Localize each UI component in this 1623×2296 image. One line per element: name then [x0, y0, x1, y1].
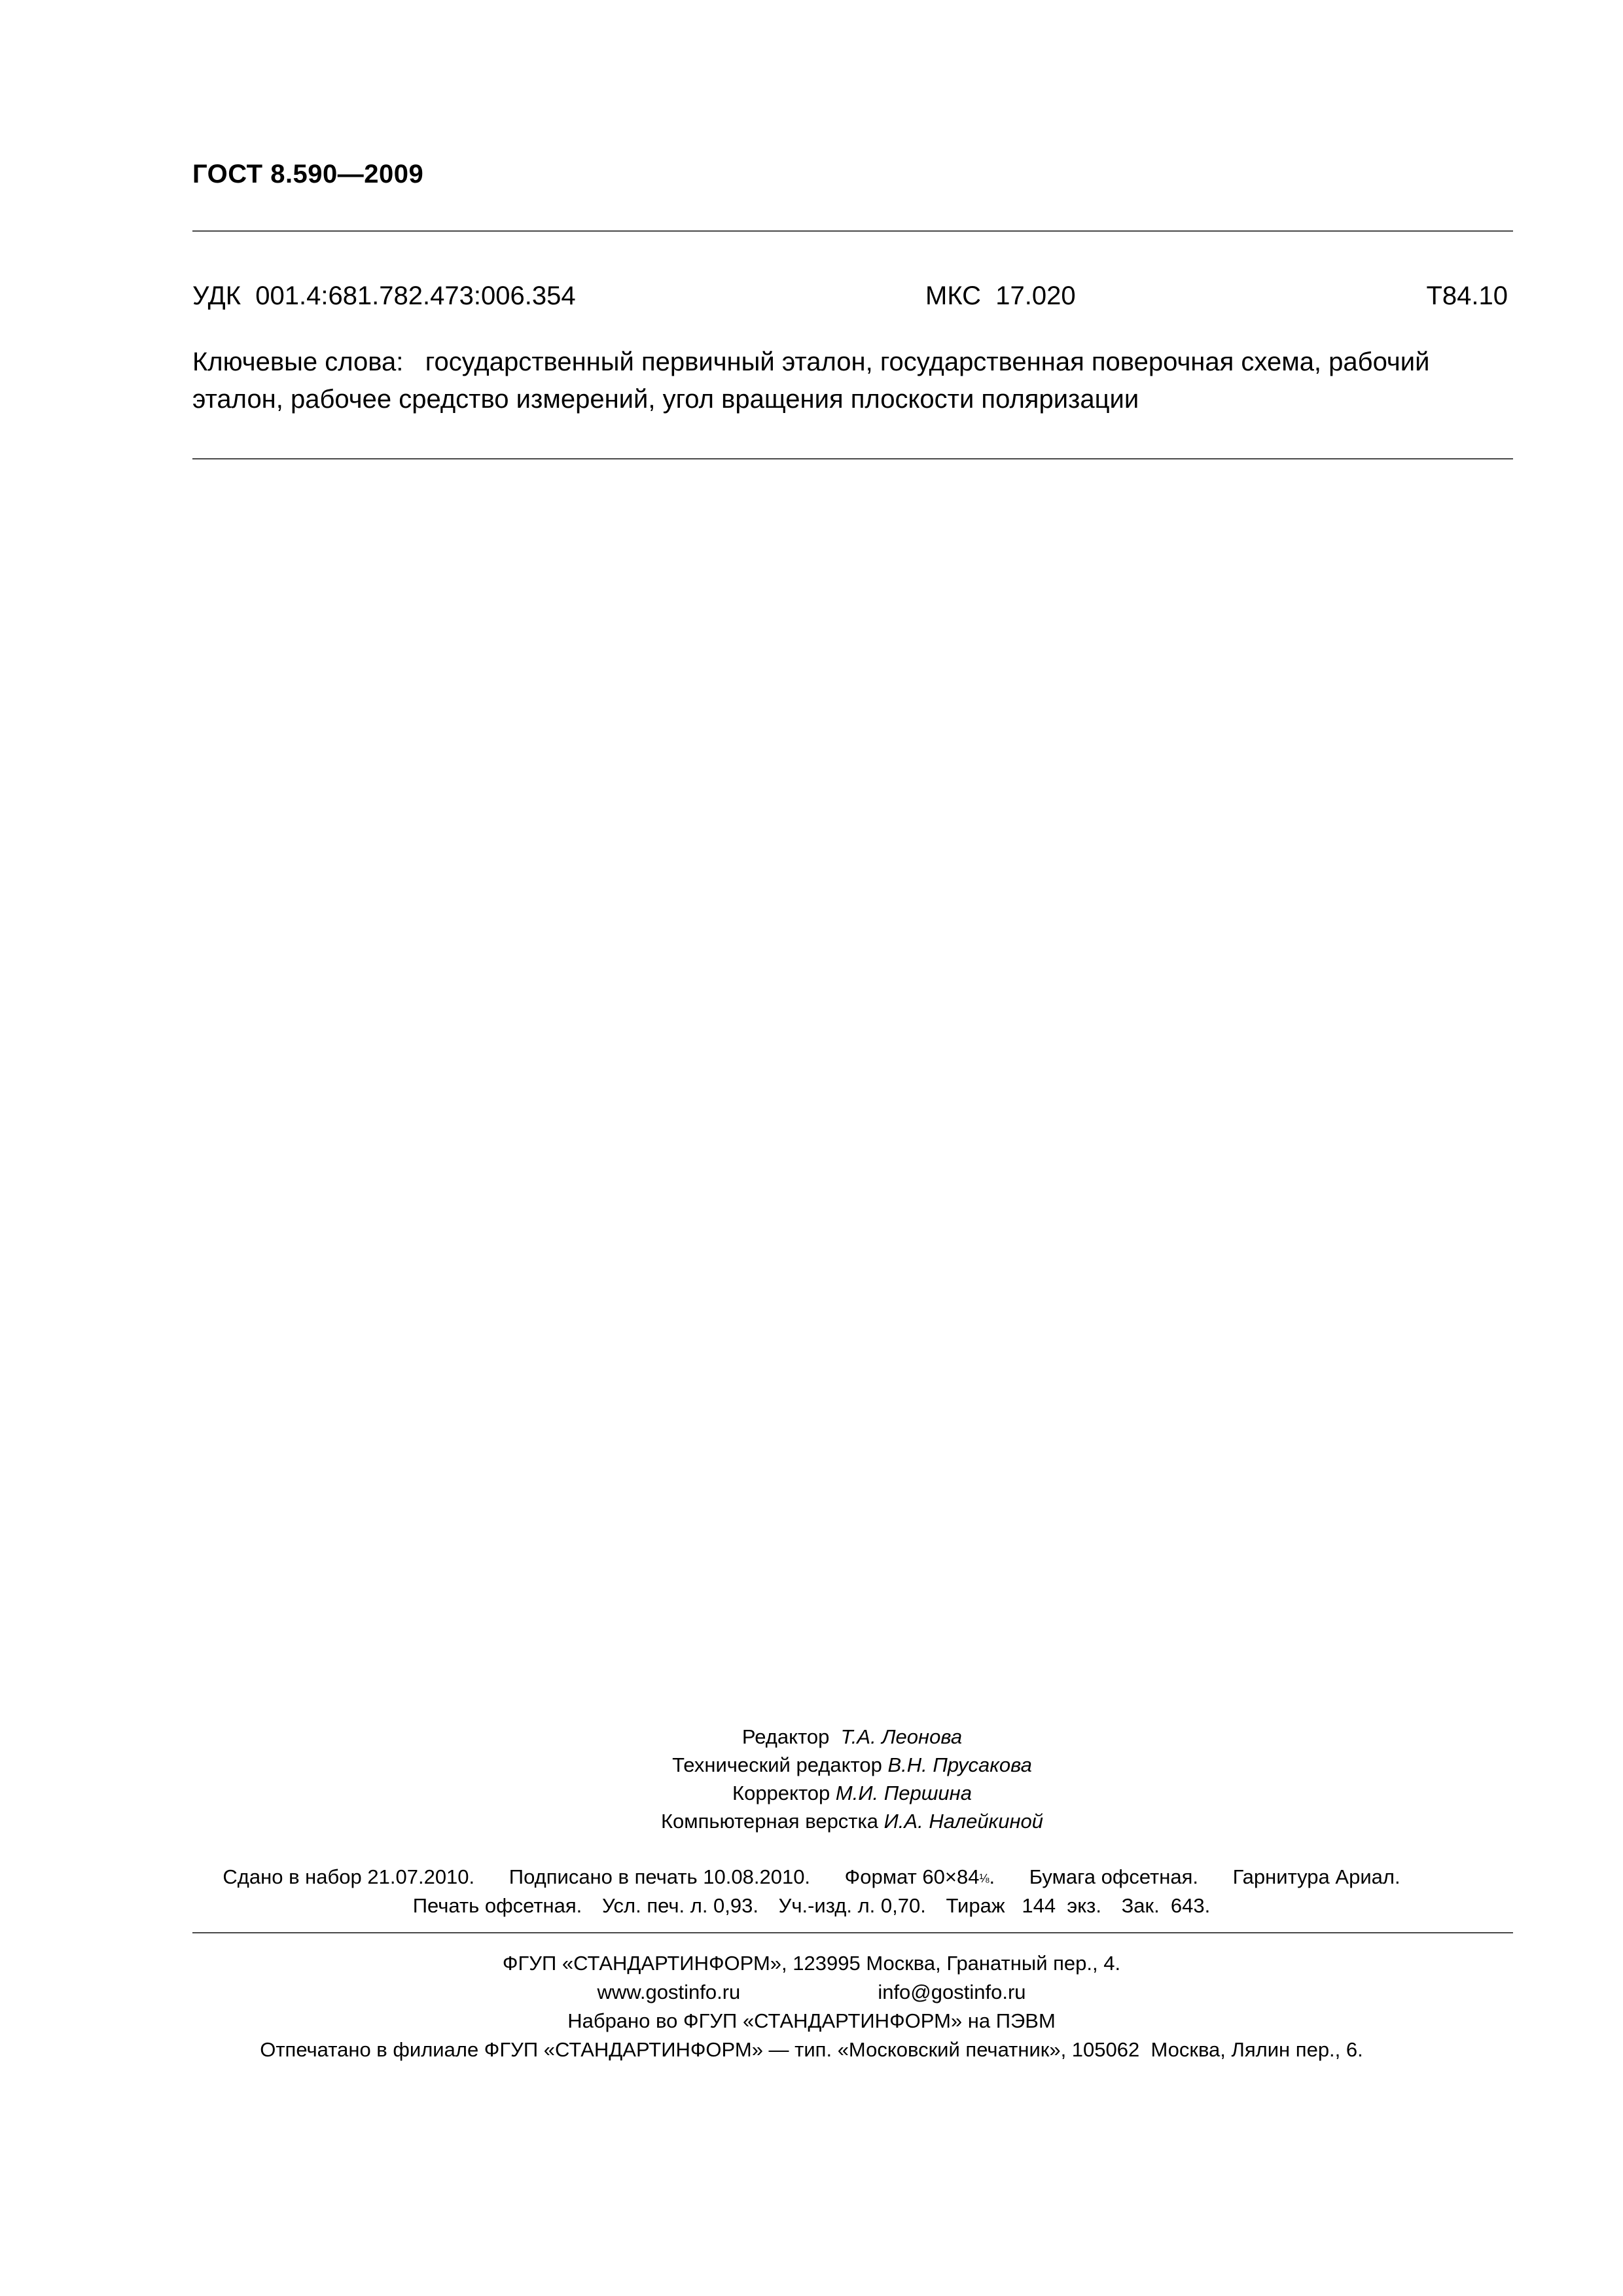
publisher-divider [192, 1932, 1513, 1933]
credit-name: Т.А. Леонова [840, 1725, 963, 1748]
credit-role: Корректор [732, 1782, 830, 1804]
typeface: Гарнитура Ариал. [1232, 1865, 1400, 1888]
submitted-date: Сдано в набор 21.07.2010. [223, 1865, 475, 1888]
classification-row [192, 281, 1513, 315]
format-fraction: ⅛ [979, 1871, 990, 1885]
publ-sheets: Уч.-изд. л. 0,70. [778, 1894, 926, 1917]
keywords-block [192, 344, 1513, 418]
print-info-line-2 [0, 1892, 1623, 1920]
print-info-block [0, 1863, 1623, 1920]
printing-type: Печать офсетная. [412, 1894, 582, 1917]
order-number: Зак. 643. [1121, 1894, 1211, 1917]
credit-proofreader [41, 1779, 1623, 1807]
print-info-line-1: Сдано в набор 21.07.2010. Подписано в печать 10.08.2010. Формат 60×84⅛. Бумага офсетная. Гарнитура Ариал. [223, 1865, 1400, 1888]
circulation: Тираж 144 экз. [946, 1894, 1101, 1917]
keywords-label: Ключевые слова: [192, 348, 404, 376]
publisher-contacts [0, 1978, 1623, 2007]
credit-name: В.Н. Прусакова [887, 1753, 1032, 1776]
paper-format: Формат 60×84 [844, 1865, 980, 1888]
printed-note: Отпечатано в филиале ФГУП «СТАНДАРТИНФОРМ» — тип. «Московский печатник», 105062 Москва, Лялин пер., 6. [260, 2038, 1363, 2061]
udk-code: УДК 001.4:681.782.473:006.354 [192, 281, 576, 310]
publisher-block [0, 1949, 1623, 2064]
publisher-address: ФГУП «СТАНДАРТИНФОРМ», 123995 Москва, Гранатный пер., 4. [502, 1952, 1121, 1975]
keywords-divider [192, 458, 1513, 459]
mks-code: МКС 17.020 [925, 281, 1076, 310]
credit-role: Технический редактор [672, 1753, 882, 1776]
credit-role: Редактор [741, 1725, 830, 1748]
keywords-text: государственный первичный эталон, государственная поверочная схема, рабочий эталон, рабочее средство измерений, угол вращения плоскости поляризации [192, 348, 1430, 414]
paper-type: Бумага офсетная. [1029, 1865, 1199, 1888]
credit-name: М.И. Першина [835, 1782, 972, 1804]
standard-number: ГОСТ 8.590—2009 [192, 160, 424, 188]
typeset-note: Набрано во ФГУП «СТАНДАРТИНФОРМ» на ПЭВМ [567, 2009, 1056, 2032]
credit-tech-editor [41, 1751, 1623, 1779]
print-sheets: Усл. печ. л. 0,93. [601, 1894, 759, 1917]
credit-role: Компьютерная верстка [661, 1810, 878, 1833]
signed-date: Подписано в печать 10.08.2010. [508, 1865, 811, 1888]
okp-code: Т84.10 [1426, 281, 1508, 310]
credit-layout [41, 1807, 1623, 1835]
credit-name: И.А. Налейкиной [883, 1810, 1043, 1833]
website-link[interactable]: www.gostinfo.ru [597, 1981, 741, 2003]
credits-block [0, 1723, 1623, 1835]
top-divider [192, 230, 1513, 232]
email-link[interactable]: info@gostinfo.ru [878, 1981, 1026, 2003]
credit-editor [41, 1723, 1623, 1751]
